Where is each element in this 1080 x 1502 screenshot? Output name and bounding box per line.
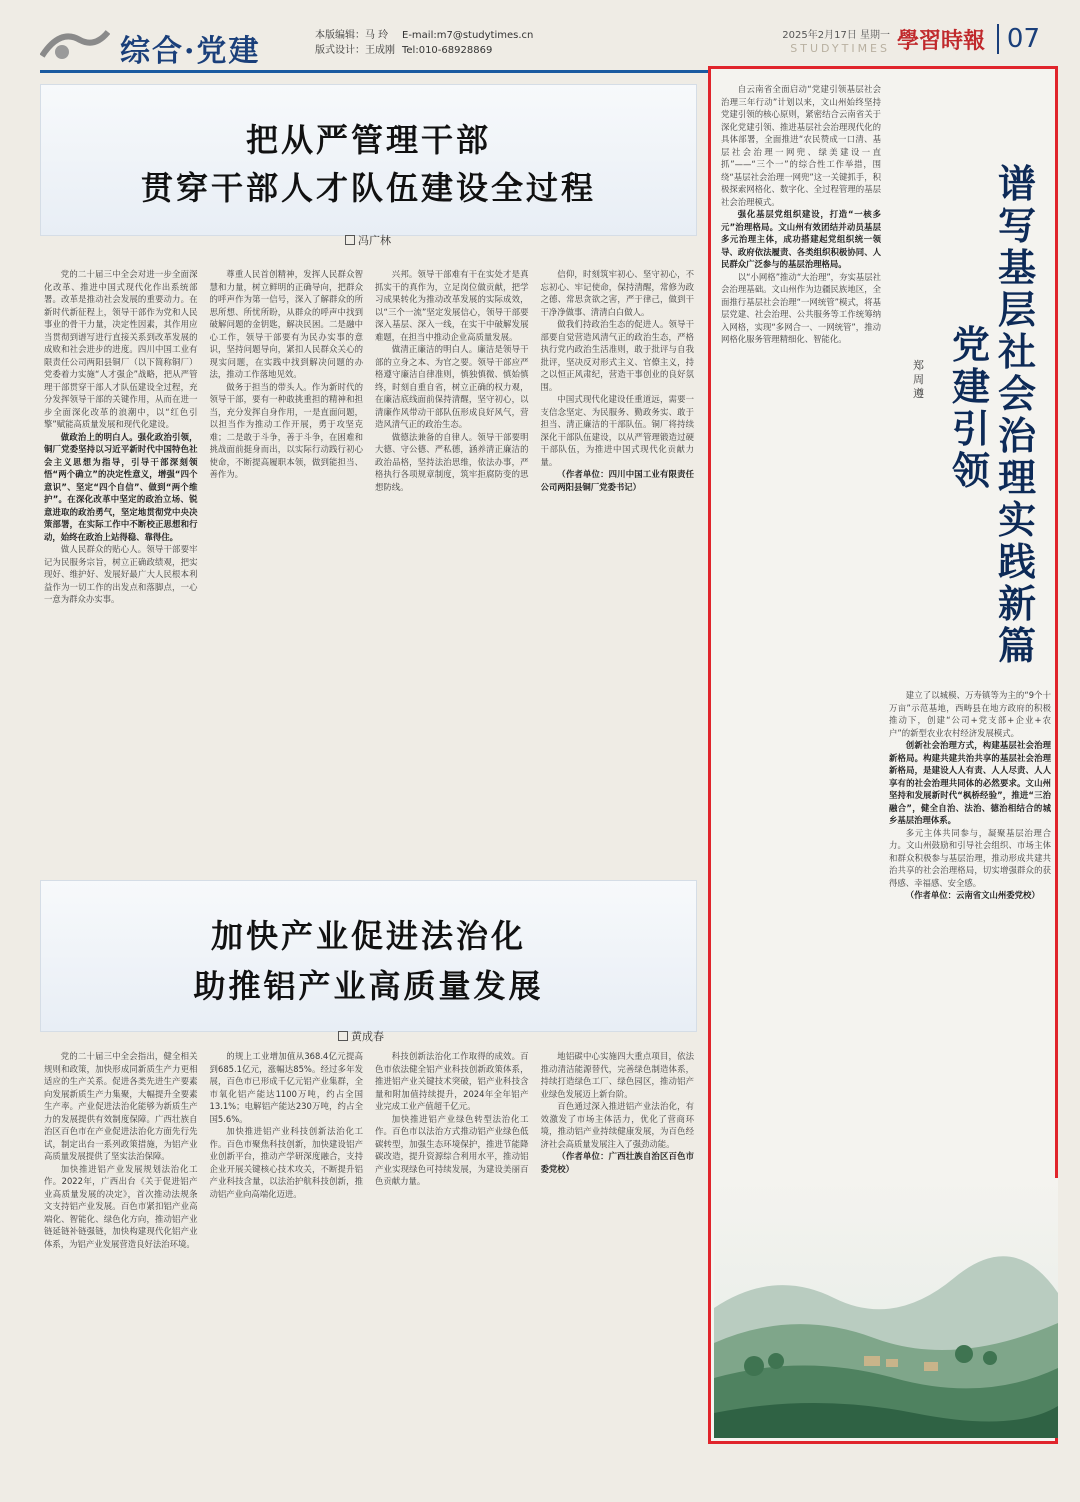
editor-credits	[315, 28, 395, 58]
paragraph: 党的二十届三中全会对进一步全面深化改革、推进中国式现代化作出系统部署。改革是推动社会发展的重要动力。在新时代新征程上，领导干部作为党和人民事业的骨干力量，决定性因素，其作用应当贯彻到谱写进行直接关系到改革发展的成败和社会进步的进度。四川中国工业有限责任公司两阳县铜厂（以下简称铜厂）党委着力实施“人才强企”战略，把从严管理干部贯穿干部人才队伍建设全过程，充分发挥领导干部的关键作用，从而在进一步全面深化改革的浪潮中，以“红色引擎”赋能高质量发展和现代化建设。	[44, 269, 198, 429]
article3-column-1	[721, 83, 881, 1173]
landscape-illustration	[714, 1178, 1058, 1438]
article1-headline-box	[40, 84, 697, 236]
paragraph: 加快推进铝产业发展规划法治化工作。2022年，广西出台《关于促进铝产业高质量发展的决定》，首次推动法规条文支持铝产业发展。百色市紧扣铝产业高端化、智能化、绿色化方向，推动铝产业链延链补链强链，加快构建现代化铝产业体系，为铝产业发展营造良好法治环境。	[44, 1163, 198, 1249]
contact-info	[402, 28, 533, 58]
paragraph: 百色通过深入推进铝产业法治化，有效激发了市场主体活力，优化了营商环境，推动铝产业持续健康发展，为百色经济社会高质量发展注入了强劲动能。	[540, 1101, 694, 1149]
article1-column-3	[375, 268, 529, 738]
author-affiliation: （作者单位：云南省文山州委党校）	[905, 890, 1040, 900]
email-line: E-mail:m7@studytimes.cn	[402, 30, 534, 41]
article1-author: 冯广林	[358, 234, 391, 247]
section-title: 综合·党建	[120, 34, 261, 69]
article2-headline-box	[40, 880, 697, 1032]
article2-column-1	[44, 1050, 198, 1470]
byline-square-icon	[345, 235, 355, 245]
article1-column-1	[44, 268, 198, 738]
article3-body-left	[721, 83, 881, 1173]
paragraph: 的规上工业增加值从368.4亿元提高到685.1亿元，涨幅达85%。经过多年发展，百色市已形成千亿元铝产业集群，全市氧化铝产能达1100万吨，约占全国13.1%；电解铝产能达230万吨，约占全国5.6%。	[209, 1051, 363, 1124]
article3-body-right	[889, 689, 1051, 1179]
article3-highlight-frame	[708, 66, 1058, 1444]
editor-line: 本版编辑：马 玲	[315, 30, 389, 41]
tel-line: Tel:010-68928869	[402, 45, 493, 56]
paragraph: 以“小网格”推动“大治理”，夯实基层社会治理基础。文山州作为边疆民族地区，全面推行基层社会治理“一网统管”模式，将基层党建、社会治理、公共服务等工作统筹纳入网格，实现“多网合一、一网统管”，推动网格化服务管理精细化、智能化。	[721, 271, 881, 344]
article1-byline	[345, 232, 391, 248]
paragraph: 加快推进铝产业科技创新法治化工作。百色市聚焦科技创新，加快建设铝产业创新平台，推动产学研深度融合，支持企业开展关键核心技术攻关，不断提升铝产业科技含量，以法治护航科技创新，推动铝产业向高端化迈进。	[209, 1126, 363, 1199]
article1-headline-line2: 贯穿干部人才队伍建设全过程	[140, 169, 596, 207]
article2-headline-line1: 加快产业促进法治化	[210, 917, 526, 955]
article3-title-col2: 党建引领	[951, 322, 990, 493]
article2-column-3	[375, 1050, 529, 1470]
paragraph: 做务于担当的带头人。作为新时代的领导干部，要有一种敢挑重担的精神和担当，充分发挥自身作用，一是直面问题，以担当作为推动工作开展，勇于攻坚克难；二是敢于斗争，善于斗争，在困难和挑战面前挺身而出，以实际行动践行初心使命，不断提高履职本领，做到能担当、善作为。	[209, 381, 363, 479]
article2-column-4	[541, 1050, 695, 1470]
paragraph: 做政治上的明白人。强化政治引领，铜厂党委坚持以习近平新时代中国特色社会主义思想为指导，引导干部深刻领悟“两个确立”的决定性意义，增强“四个意识”、坚定“四个自信”、做到“两个维护”。在深化改革中坚定的政治立场、锐意进取的政治勇气，坚定地贯彻党中央决策部署，在实际工作中不断校正思想和行动，始终在政治上站得稳、靠得住。	[44, 431, 198, 542]
paragraph: 创新社会治理方式，构建基层社会治理新格局。构建共建共治共享的基层社会治理新格局，是建设人人有责、人人尽责、人人享有的社会治理共同体的必然要求。文山州坚持和发展新时代“枫桥经验”，推进“三治融合”，健全自治、法治、德治相结合的城乡基层治理体系。	[889, 740, 1051, 825]
paragraph: 中国式现代化建设任重道远，需要一支信念坚定、为民服务、勤政务实、敢于担当、清正廉洁的干部队伍。铜厂将持续深化干部队伍建设，以从严管理锻造过硬干部队伍，为推进中国式现代化贡献力量。	[540, 394, 694, 467]
paragraph: 做德法兼备的自律人。领导干部要明大德、守公德、严私德，涵养清正廉洁的政治品格，坚持法治思维，依法办事，严格执行各项规章制度，筑牢拒腐防变的思想防线。	[375, 431, 529, 492]
issue-date: 2025年2月17日 星期一	[782, 30, 890, 41]
paragraph: 自云南省全面启动“党建引领基层社会治理三年行动”计划以来，文山州始终坚持党建引领的核心原则，紧密结合云南省关于深化党建引领、推进基层社会治理现代化的具体部署，全面推进“农民赞成一口清、基层社会治理一网兜、绿美建设一直抓”——“三个一”的综合性工作举措，围绕“基层社会治理一网兜”这一关键抓手，积极探索网格化、数字化、全过程管理的基层社会治理模式。	[721, 84, 881, 207]
author-affiliation: （作者单位：四川中国工业有限责任公司两阳县铜厂党委书记）	[540, 469, 694, 492]
paragraph: 党的二十届三中全会指出，健全相关规则和政策，加快形成同新质生产力更相适应的生产关系。促进各类先进生产要素向发展新质生产力集聚，大幅提升全要素生产率。产业促进法治化能够为新质生产力的发展提供有效制度保障。广西壮族自治区百色市在产业促进法治化方面先行先试，制定出台一系列政策措施，为铝产业高质量发展提供了坚实法治保障。	[44, 1051, 198, 1161]
page-number: 07	[997, 24, 1040, 54]
paragraph: 做我们持政治生态的促进人。领导干部要自觉营造风清气正的政治生态，严格执行党内政治生活准则，敢于批评与自我批评，坚决反对形式主义、官僚主义，持之以恒正风肃纪，营造干事创业的良好氛围。	[540, 319, 694, 392]
article2-body	[44, 1050, 694, 1470]
byline-square-icon	[338, 1031, 348, 1041]
article3-author: 郑周遵	[913, 359, 924, 400]
paragraph: 尊重人民首创精神，发挥人民群众智慧和力量，树立鲜明的正确导向，把群众的呼声作为第一信号，深入了解群众的所思所想、所忧所盼，从群众的呼声中找到破解问题的金钥匙，解决民困。二是融中心工作，领导干部要有为民办实事的意识，坚持问题导向，紧扣人民群众关心的现实问题，在实践中找到解决问题的办法，推动工作落地见效。	[209, 269, 363, 379]
author-affiliation: （作者单位：广西壮族自治区百色市委党校）	[540, 1151, 694, 1174]
paragraph: 加快推进铝产业绿色转型法治化工作。百色市以法治方式推动铝产业绿色低碳转型，加强生态环境保护，推进节能降碳改造，提升资源综合利用水平，推动铝产业实现绿色可持续发展，为建设美丽百色贡献力量。	[375, 1113, 529, 1186]
article1-column-4	[541, 268, 695, 738]
paragraph: 建立了以城模、万寿镇等为主的“9个十万亩”示范基地，西畴县在地方政府的积极推动下，创建“公司+党支部+企业+农户”的新型农业农村经济发展模式。	[889, 690, 1051, 738]
paragraph: 做人民群众的贴心人。领导干部要牢记为民服务宗旨，树立正确政绩观，把实现好、维护好、发展好最广大人民根本利益作为一切工作的出发点和落脚点，一心一意为群众办实事。	[44, 544, 198, 604]
article2-author: 黄成春	[351, 1030, 384, 1043]
article2-headline-line2: 助推铝产业高质量发展	[193, 967, 544, 1005]
paper-name: 學習時報	[896, 28, 985, 54]
article3-column-2	[889, 689, 1051, 1179]
article1-column-2	[210, 268, 364, 738]
paragraph: 多元主体共同参与，凝聚基层治理合力。文山州鼓励和引导社会组织、市场主体和群众积极参与基层治理，推动形成共建共治共享的社会治理格局，切实增强群众的获得感、幸福感、安全感。	[889, 827, 1051, 888]
designer-line: 版式设计：王成刚	[315, 45, 395, 56]
paragraph: 做清正廉洁的明白人。廉洁是领导干部的立身之本、为官之要。领导干部应严格遵守廉洁自律准则，慎独慎微、慎始慎终，时刻自重自省，树立正确的权力观，在廉洁底线面前保持清醒，坚守初心，以清廉作风带动干部队伍形成良好风气，营造风清气正的政治生态。	[375, 344, 529, 429]
article1-headline-line1: 把从严管理干部	[245, 121, 491, 159]
paragraph: 强化基层党组织建设，打造“一核多元”治理格局。文山州有效团结并动员基层多元治理主体，成功搭建起党组织统一领导、政府依法履责、各类组织积极协同、人民群众广泛参与的基层治理格局。	[721, 209, 881, 269]
paragraph: 兴邦。领导干部难有干在实处才是真抓实干的真作为，立足岗位做贡献，把学习成果转化为推动改革发展的实际成效，以“三个一流”坚定发展信心，领导干部要深入基层、深入一线，在实干中破解发展难题，在担当中推动企业高质量发展。	[375, 269, 529, 342]
article3-title-col1: 谱写基层社会治理实践新篇	[997, 161, 1036, 668]
article2-byline	[338, 1028, 384, 1044]
paper-english-name: STUDYTIMES	[790, 42, 890, 55]
article1-body	[44, 268, 694, 738]
paragraph: 信仰，时刻筑牢初心、坚守初心，不忘初心、牢记使命，保持清醒，常修为政之德、常思贪欲之害，严于律己，做到干干净净做事、清清白白做人。	[540, 269, 694, 317]
article2-column-2	[210, 1050, 364, 1470]
paragraph: 科技创新法治化工作取得的成效。百色市依法健全铝产业科技创新政策体系，推进铝产业关键技术突破，铝产业科技含量和附加值持续提升，2024年全年铝产业完成工业产值超千亿元。	[375, 1051, 529, 1111]
section-logo-icon	[40, 26, 110, 64]
paragraph: 地铝碳中心实施四大重点项目，依法推动清洁能源替代，完善绿色制造体系，持续打造绿色工厂、绿色园区，推动铝产业绿色发展迈上新台阶。	[540, 1051, 694, 1099]
